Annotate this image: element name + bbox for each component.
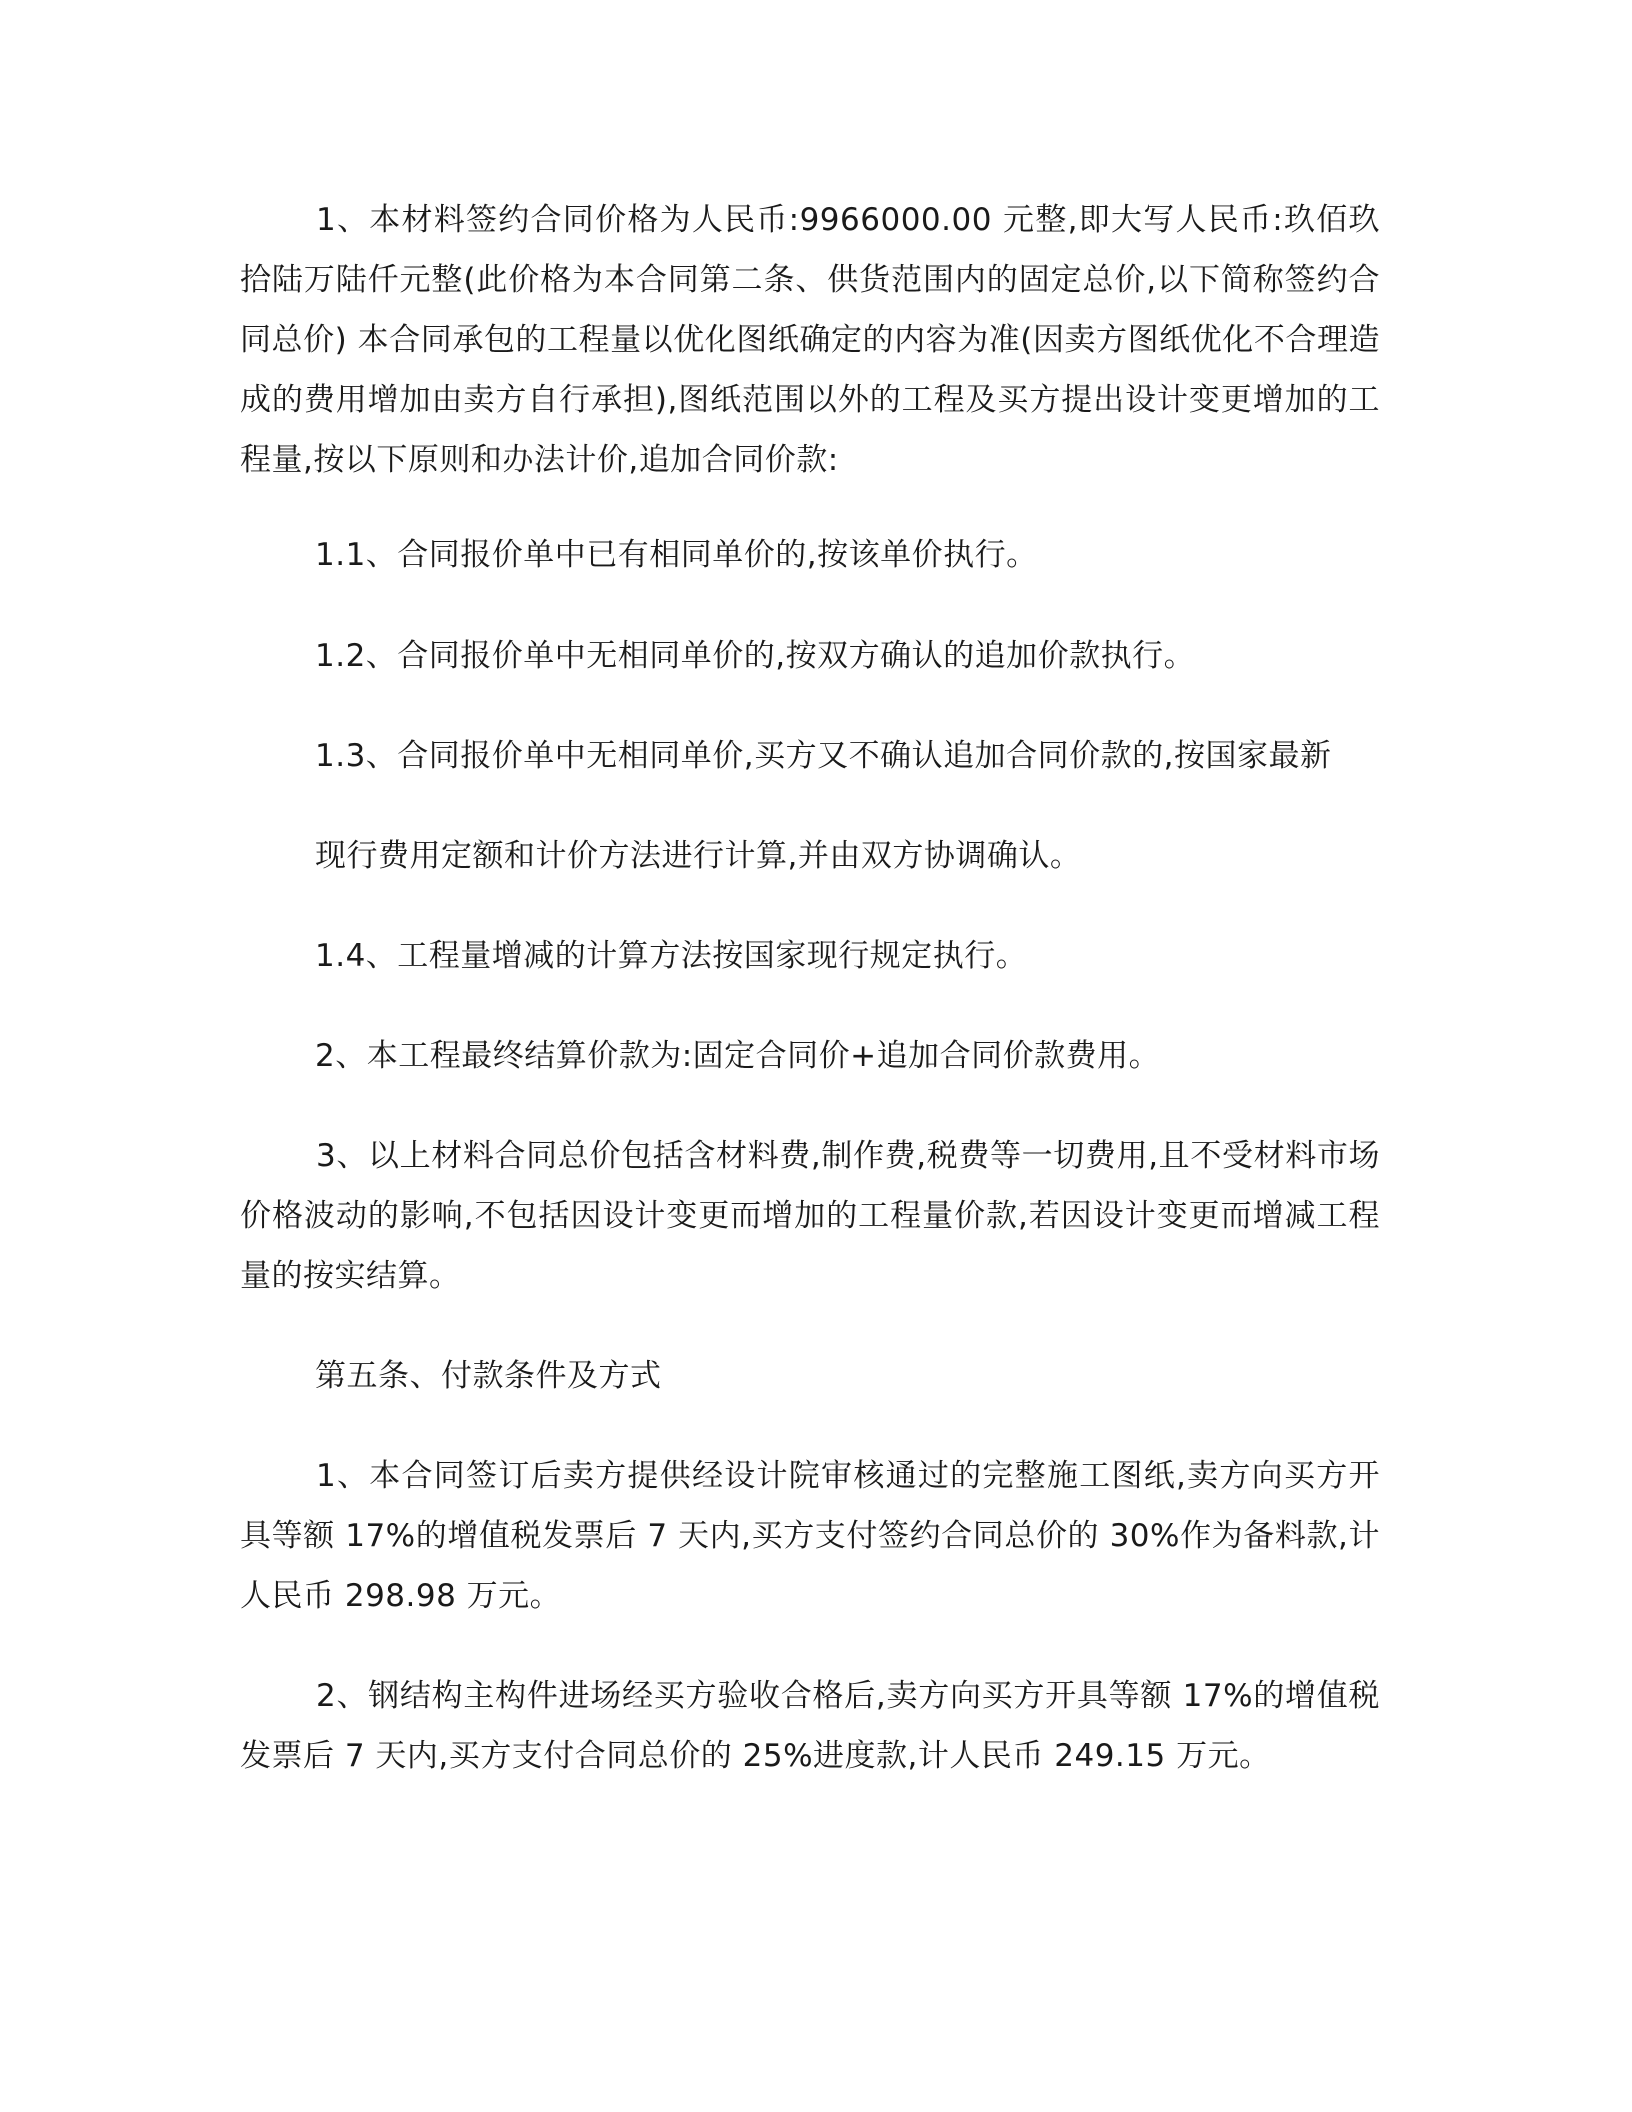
paragraph-clause-1-3: 1.3、合同报价单中无相同单价,买方又不确认追加合同价款的,按国家最新 [315,738,1332,774]
paragraph-clause-1-1: 1.1、合同报价单中已有相同单价的,按该单价执行。 [315,537,1038,573]
paragraph-contract-price: 1、本材料签约合同价格为人民币:9966000.00 元整,即大写人民币:玖佰玖拾陆万陆仟元整(此价格为本合同第二条、供货范围内的固定总价,以下简称签约合同总价) 本合同承包的工程量以优化图纸确定的内容为准(因卖方图纸优化不合理造成的费用增加由卖方自行承担),图纸范围以外的工程及买方提出设计变更增加的工程量,按以下原则和办法计价,追加合同价款: [240,202,1380,478]
paragraph-clause-3: 3、以上材料合同总价包括含材料费,制作费,税费等一切费用,且不受材料市场价格波动的影响,不包括因设计变更而增加的工程量价款,若因设计变更而增减工程量的按实结算。 [240,1138,1380,1294]
paragraph-clause-1-3-cont: 现行费用定额和计价方法进行计算,并由双方协调确认。 [315,838,1082,874]
paragraph-clause-1-4: 1.4、工程量增减的计算方法按国家现行规定执行。 [315,938,1028,974]
paragraph-payment-1: 1、本合同签订后卖方提供经设计院审核通过的完整施工图纸,卖方向买方开具等额 17%的增值税发票后 7 天内,买方支付签约合同总价的 30%作为备料款,计人民币 298.98 万元。 [240,1458,1380,1614]
paragraph-payment-2: 2、钢结构主构件进场经买方验收合格后,卖方向买方开具等额 17%的增值税发票后 7 天内,买方支付合同总价的 25%进度款,计人民币 249.15 万元。 [240,1678,1380,1774]
paragraph-clause-2: 2、本工程最终结算价款为:固定合同价+追加合同价款费用。 [315,1038,1161,1074]
paragraph-clause-1-2: 1.2、合同报价单中无相同单价的,按双方确认的追加价款执行。 [315,638,1196,674]
section-heading-article-5: 第五条、付款条件及方式 [315,1358,662,1394]
